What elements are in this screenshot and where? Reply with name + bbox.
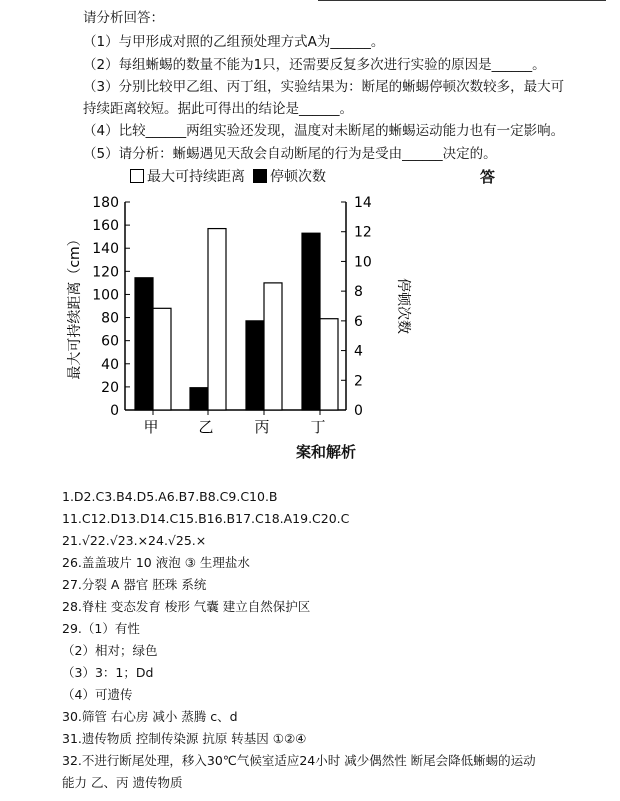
- left-tick-label: 160: [92, 218, 119, 235]
- left-tick-label: 100: [92, 287, 119, 304]
- x-tick-label: 乙: [198, 418, 214, 436]
- question-2: （2）每组蜥蜴的数量不能为1只，还需要反复多次进行实验的原因是______。: [83, 57, 546, 73]
- x-tick-label: 甲: [143, 418, 159, 436]
- bar-pause-count: [135, 278, 153, 410]
- legend-label-distance: 最大可持续距离: [147, 169, 245, 185]
- question-intro: 请分析回答：: [83, 10, 164, 26]
- answer-line: （3）3：1；Dd: [62, 665, 154, 680]
- right-tick-label: 4: [354, 343, 363, 360]
- right-tick-label: 8: [354, 284, 363, 301]
- left-tick-label: 180: [92, 195, 119, 211]
- right-tick-label: 12: [354, 224, 372, 241]
- answer-line: 26.盖盖玻片 10 液泡 ③ 生理盐水: [62, 555, 250, 570]
- right-tick-label: 2: [354, 373, 363, 390]
- question-3-line1: （3）分别比较甲乙组、丙丁组，实验结果为：断尾的蜥蜴停顿次数较多，最大可: [83, 79, 565, 95]
- left-tick-label: 40: [101, 356, 119, 373]
- legend-label-pauses: 停顿次数: [270, 169, 326, 185]
- left-tick-label: 0: [110, 403, 119, 419]
- right-tick-label: 0: [354, 403, 363, 419]
- answer-line: 11.C12.D13.D14.C15.B16.B17.C18.A19.C20.C: [62, 511, 350, 526]
- right-tick-label: 14: [354, 195, 372, 211]
- right-axis-title: 停顿次数: [395, 278, 411, 334]
- bar-max-distance: [320, 319, 338, 410]
- question-5: （5）请分析：蜥蜴遇见天敌会自动断尾的行为是受由______决定的。: [83, 146, 497, 162]
- left-tick-label: 120: [92, 264, 119, 281]
- answer-line: 1.D2.C3.B4.D5.A6.B7.B8.C9.C10.B: [62, 489, 278, 504]
- answer-line: （2）相对；绿色: [62, 643, 158, 658]
- bar-pause-count: [246, 321, 264, 410]
- answer-line: 能力 乙、丙 遗传物质: [62, 775, 183, 790]
- answer-line: 30.筛管 右心房 减小 蒸腾 c、d: [62, 709, 238, 724]
- answer-heading-part2: 案和解析: [296, 443, 357, 461]
- left-axis-title: 最大可持续距离（cm）: [67, 232, 83, 380]
- left-tick-label: 20: [101, 379, 119, 396]
- answer-line: 27.分裂 A 器官 胚珠 系统: [62, 577, 207, 592]
- question-1: （1）与甲形成对照的乙组预处理方式A为______。: [83, 34, 385, 50]
- answer-line: 32.不进行断尾处理，移入30℃气候室适应24小时 减少偶然性 断尾会降低蜥蜴的运动: [62, 753, 536, 768]
- left-tick-label: 140: [92, 241, 119, 258]
- answer-line: 29.（1）有性: [62, 621, 140, 636]
- answer-line: 21.√22.√23.×24.√25.×: [62, 533, 207, 548]
- bar-pause-count: [302, 233, 320, 410]
- answer-line: 28.脊柱 变态发育 梭形 气囊 建立自然保护区: [62, 599, 311, 614]
- left-tick-label: 80: [101, 310, 119, 327]
- answer-line: （4）可遗传: [62, 687, 133, 702]
- bar-max-distance: [264, 283, 282, 410]
- x-tick-label: 丁: [310, 418, 326, 436]
- question-4: （4）比较______两组实验还发现，温度对未断尾的蜥蜴运动能力也有一定影响。: [83, 123, 565, 139]
- answer-line: 31.遗传物质 控制传染源 抗原 转基因 ①②④: [62, 731, 307, 746]
- x-tick-label: 丙: [254, 418, 270, 436]
- bar-max-distance: [153, 308, 171, 410]
- left-tick-label: 60: [101, 333, 119, 350]
- right-tick-label: 6: [354, 313, 363, 330]
- bar-pause-count: [190, 388, 208, 410]
- answer-heading-part1: 答: [480, 168, 496, 186]
- right-tick-label: 10: [354, 254, 372, 271]
- bar-max-distance: [208, 229, 226, 410]
- question-3-line2: 持续距离较短。据此可得出的结论是______。: [83, 101, 353, 117]
